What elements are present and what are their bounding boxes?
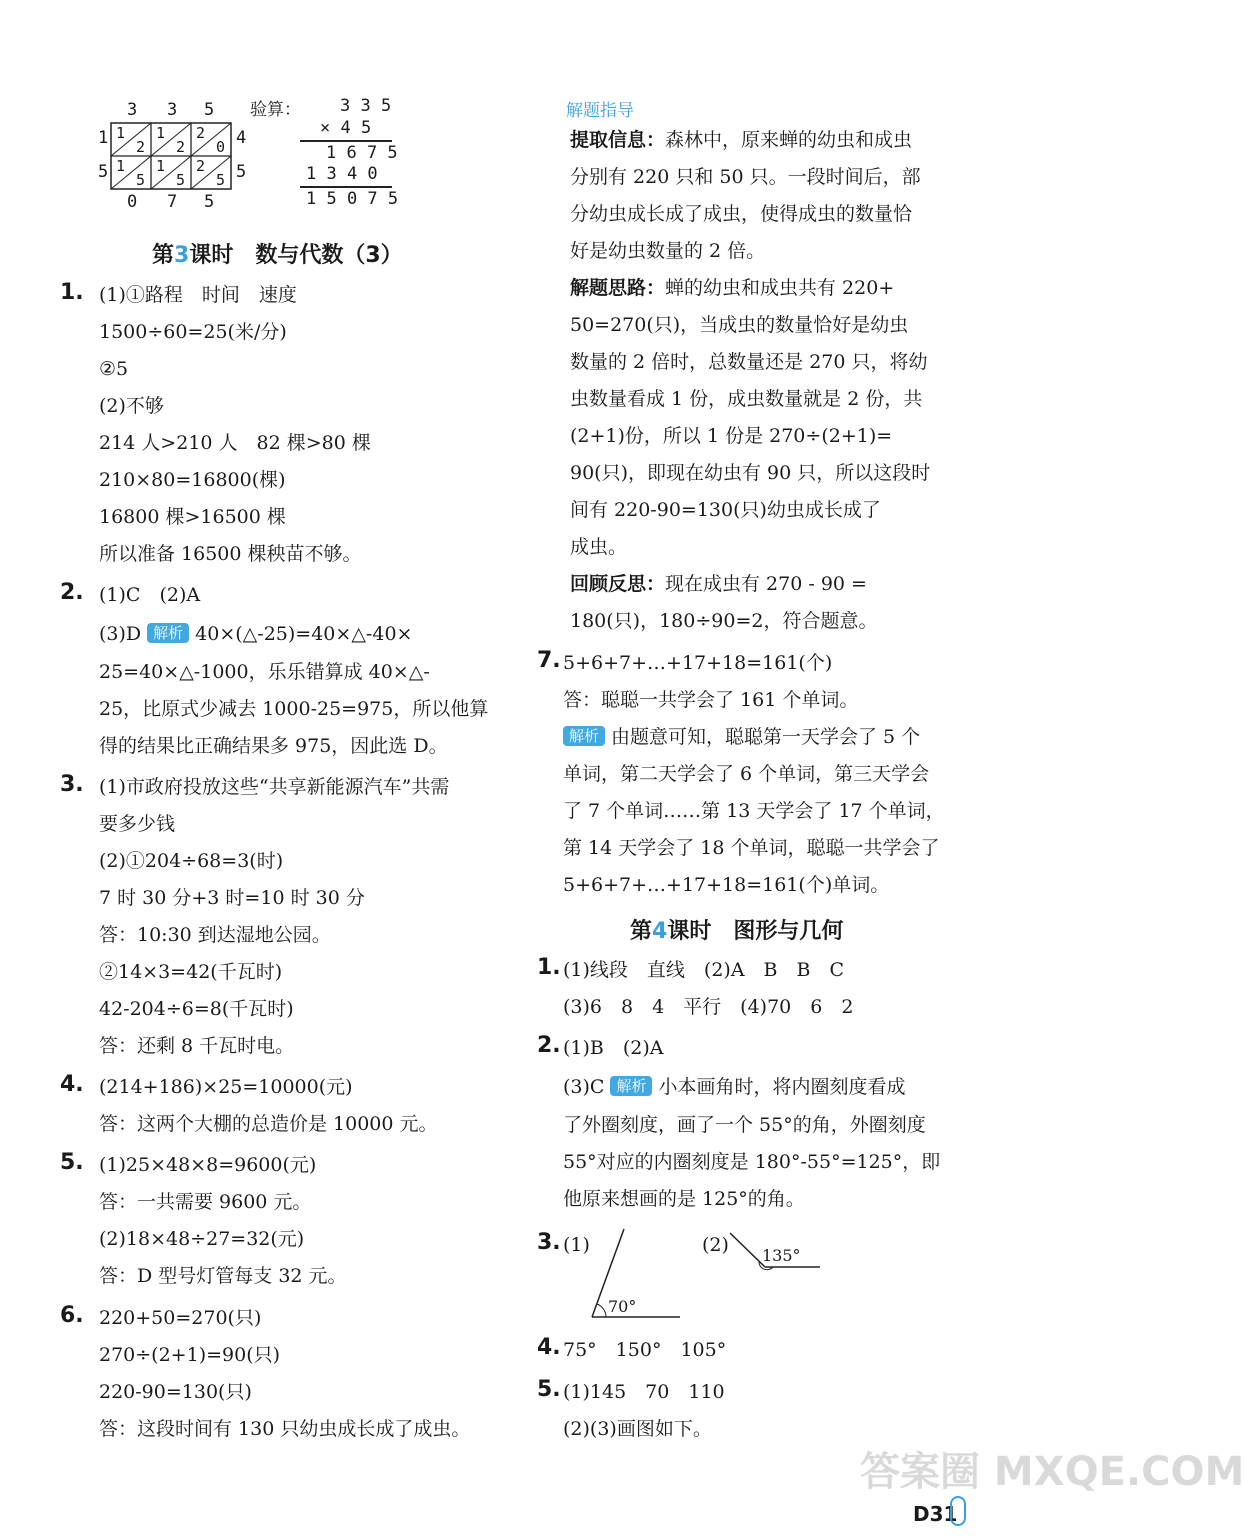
answer-line xyxy=(563,725,920,749)
answer-line: 答：这两个大棚的总造价是 10000 元。 xyxy=(99,1113,438,1135)
analysis-text: 小本画角时，将内圈刻度看成 xyxy=(658,1076,906,1098)
answer-line: 答：还剩 8 千瓦时电。 xyxy=(99,1035,295,1057)
answer-line: 答：这段时间有 130 只幼虫成长成了成虫。 xyxy=(99,1418,471,1440)
answer-line: (3)6 8 4 平行 (4)70 6 2 xyxy=(563,996,854,1018)
guide-label: 解题思路： xyxy=(570,277,666,299)
answer-line: 25，比原式少减去 1000-25=975，所以他算 xyxy=(99,698,489,720)
heading-prefix: 第 xyxy=(152,243,175,268)
guide-label: 回顾反思： xyxy=(570,573,666,595)
guide-line: 虫数量看成 1 份，成虫数量就是 2 份，共 xyxy=(570,388,923,410)
guide-text: 森林中，原来蝉的幼虫和成虫 xyxy=(665,129,913,151)
answer-line: 5+6+7+…+17+18=161(个) xyxy=(563,652,833,674)
verify-row: 1 3 4 0 xyxy=(306,164,378,184)
guide-line: 50=270(只)，当成虫的数量恰好是幼虫 xyxy=(570,314,909,336)
question-number: 5. xyxy=(60,1150,84,1175)
guide-line xyxy=(570,128,912,152)
guide-line: 成虫。 xyxy=(570,536,628,558)
guide-text: 现在成虫有 270 - 90 = xyxy=(665,573,867,595)
lattice-cell-digit: 2 xyxy=(196,157,206,175)
verify-row: × 4 5 xyxy=(320,118,372,138)
heading-title: 课时 数与代数（3） xyxy=(189,243,403,268)
page-leaf-icon xyxy=(950,1496,966,1526)
solution-guide-tag: 解题指导 xyxy=(566,101,634,121)
lattice-cell-digit: 1 xyxy=(156,157,166,175)
heading-prefix: 第 xyxy=(630,919,653,944)
lattice-cell-digit: 2 xyxy=(176,138,186,156)
analysis-badge: 解析 xyxy=(563,726,605,746)
answer-line: 单词，第二天学会了 6 个单词，第三天学会 xyxy=(563,763,930,785)
answer-line: (214+186)×25=10000(元) xyxy=(99,1076,353,1098)
answer-line: 270÷(2+1)=90(只) xyxy=(99,1344,281,1366)
verify-row: 1 6 7 5 xyxy=(326,143,398,163)
answer-line xyxy=(99,622,412,646)
lesson3-heading xyxy=(152,238,403,269)
figure-label: (1) xyxy=(563,1234,590,1256)
lattice-cell-digit: 2 xyxy=(196,124,206,142)
watermark: 答案圈 MXQE.COM xyxy=(860,1449,1244,1495)
answer-line: ②5 xyxy=(99,358,129,380)
answer-choice: (3)D xyxy=(99,623,142,645)
guide-line xyxy=(570,276,894,300)
answer-line: (1)市政府投放这些“共享新能源汽车”共需 xyxy=(99,776,450,798)
question-number: 3. xyxy=(537,1230,561,1255)
guide-line: 好是幼虫数量的 2 倍。 xyxy=(570,240,766,262)
lattice-bottom-digit: 7 xyxy=(167,192,178,212)
guide-text: 蝉的幼虫和成虫共有 220+ xyxy=(665,277,895,299)
lattice-left-digit: 5 xyxy=(98,162,109,182)
answer-line: 了 7 个单词……第 13 天学会了 17 个单词， xyxy=(563,800,945,822)
answer-line: (2)(3)画图如下。 xyxy=(563,1418,712,1440)
answer-line: 25=40×△-1000，乐乐错算成 40×△- xyxy=(99,661,430,683)
answer-line: 得的结果比正确结果多 975，因此选 D。 xyxy=(99,735,448,757)
lattice-bottom-digit: 5 xyxy=(204,192,215,212)
analysis-text: 40×(△-25)=40×△-40× xyxy=(195,623,413,645)
answer-line: 第 14 天学会了 18 个单词，聪聪一共学会了 xyxy=(563,837,940,859)
answer-line: 答：一共需要 9600 元。 xyxy=(99,1191,312,1213)
lattice-grid xyxy=(110,122,232,190)
figure-label: (2) xyxy=(702,1234,729,1256)
lesson4-heading xyxy=(630,914,843,945)
question-number: 6. xyxy=(60,1303,84,1328)
answer-line: (1)B (2)A xyxy=(563,1037,664,1059)
guide-line: 数量的 2 倍时，总数量还是 270 只，将幼 xyxy=(570,351,928,373)
lattice-cell-digit: 0 xyxy=(216,138,226,156)
answer-line: 答：D 型号灯管每支 32 元。 xyxy=(99,1265,347,1287)
answer-line: (1)25×48×8=9600(元) xyxy=(99,1154,317,1176)
lattice-cell-digit: 5 xyxy=(216,171,226,189)
answer-line: 他原来想画的是 125°的角。 xyxy=(563,1188,805,1210)
answer-line: 答：10:30 到达湿地公园。 xyxy=(99,924,331,946)
guide-line: 90(只)，即现在幼虫有 90 只，所以这段时 xyxy=(570,462,931,484)
answer-line: 要多少钱 xyxy=(99,813,176,835)
answer-line: (1)线段 直线 (2)A B B C xyxy=(563,959,845,981)
answer-line: 42-204÷6=8(千瓦时) xyxy=(99,998,294,1020)
guide-line: 分幼虫成长成了成虫，使得成虫的数量恰 xyxy=(570,203,913,225)
answer-line: 220-90=130(只) xyxy=(99,1381,252,1403)
answer-line: 16800 棵>16500 棵 xyxy=(99,506,286,528)
lattice-cell-digit: 1 xyxy=(116,124,126,142)
answer-line xyxy=(563,1075,905,1099)
lattice-cell-digit: 5 xyxy=(176,171,186,189)
answer-line: 220+50=270(只) xyxy=(99,1307,262,1329)
verify-row: 1 5 0 7 5 xyxy=(306,189,399,209)
answer-line: 答：聪聪一共学会了 161 个单词。 xyxy=(563,689,859,711)
lattice-top-digit: 3 xyxy=(167,100,178,120)
heading-title: 课时 图形与几何 xyxy=(667,919,844,944)
question-number: 7. xyxy=(537,648,561,673)
answer-line: ②14×3=42(千瓦时) xyxy=(99,961,283,983)
analysis-text: 由题意可知，聪聪第一天学会了 5 个 xyxy=(611,726,921,748)
answer-line: 5+6+7+…+17+18=161(个)单词。 xyxy=(563,874,890,896)
lattice-cell-digit: 2 xyxy=(136,138,146,156)
answer-line: 55°对应的内圈刻度是 180°-55°=125°，即 xyxy=(563,1151,941,1173)
answer-line: 75° 150° 105° xyxy=(563,1339,727,1361)
answer-line: (2)①204÷68=3(时) xyxy=(99,850,284,872)
answer-line: 210×80=16800(棵) xyxy=(99,469,286,491)
answer-line: 214 人>210 人 82 棵>80 棵 xyxy=(99,432,371,454)
answer-line: (2)18×48÷27=32(元) xyxy=(99,1228,305,1250)
heading-number: 4 xyxy=(652,919,668,944)
guide-line: (2+1)份，所以 1 份是 270÷(2+1)= xyxy=(570,425,893,447)
verify-divider xyxy=(300,140,392,142)
angle-label: 70° xyxy=(608,1297,637,1316)
answer-line: 所以准备 16500 棵秧苗不够。 xyxy=(99,543,362,565)
verify-label: 验算： xyxy=(250,100,301,120)
answer-line: (1)①路程 时间 速度 xyxy=(99,284,297,306)
verify-row: 3 3 5 xyxy=(340,96,392,116)
angle-label: 135° xyxy=(762,1246,801,1265)
answer-choice: (3)C xyxy=(563,1076,605,1098)
answer-line: 1500÷60=25(米/分) xyxy=(99,321,287,343)
guide-line: 180(只)，180÷90=2，符合题意。 xyxy=(570,610,878,632)
question-number: 3. xyxy=(60,772,84,797)
analysis-badge: 解析 xyxy=(610,1076,652,1096)
lattice-left-digit: 1 xyxy=(98,128,109,148)
question-number: 5. xyxy=(537,1377,561,1402)
lattice-cell-digit: 1 xyxy=(156,124,166,142)
lattice-right-digit: 5 xyxy=(236,162,247,182)
lattice-top-digit: 5 xyxy=(204,100,215,120)
question-number: 2. xyxy=(60,580,84,605)
lattice-right-digit: 4 xyxy=(236,128,247,148)
lattice-cell-digit: 1 xyxy=(116,157,126,175)
guide-line: 间有 220-90=130(只)幼虫成长成了 xyxy=(570,499,881,521)
guide-line xyxy=(570,572,867,596)
question-number: 1. xyxy=(60,280,84,305)
answer-line: (1)145 70 110 xyxy=(563,1381,725,1403)
verify-divider xyxy=(300,186,392,188)
answer-line: 7 时 30 分+3 时=10 时 30 分 xyxy=(99,887,365,909)
answer-line: (2)不够 xyxy=(99,395,164,417)
guide-line: 分别有 220 只和 50 只。一段时间后，部 xyxy=(570,166,921,188)
question-number: 2. xyxy=(537,1033,561,1058)
lattice-top-digit: 3 xyxy=(127,100,138,120)
question-number: 4. xyxy=(537,1335,561,1360)
guide-label: 提取信息： xyxy=(570,129,666,151)
answer-line: 了外圈刻度，画了一个 55°的角，外圈刻度 xyxy=(563,1114,926,1136)
lattice-bottom-digit: 0 xyxy=(127,192,138,212)
question-number: 1. xyxy=(537,955,561,980)
heading-number: 3 xyxy=(174,243,190,268)
lattice-cell-digit: 5 xyxy=(136,171,146,189)
question-number: 4. xyxy=(60,1072,84,1097)
answer-line: (1)C (2)A xyxy=(99,584,201,606)
analysis-badge: 解析 xyxy=(147,623,189,643)
page-number: D31 xyxy=(913,1502,958,1526)
